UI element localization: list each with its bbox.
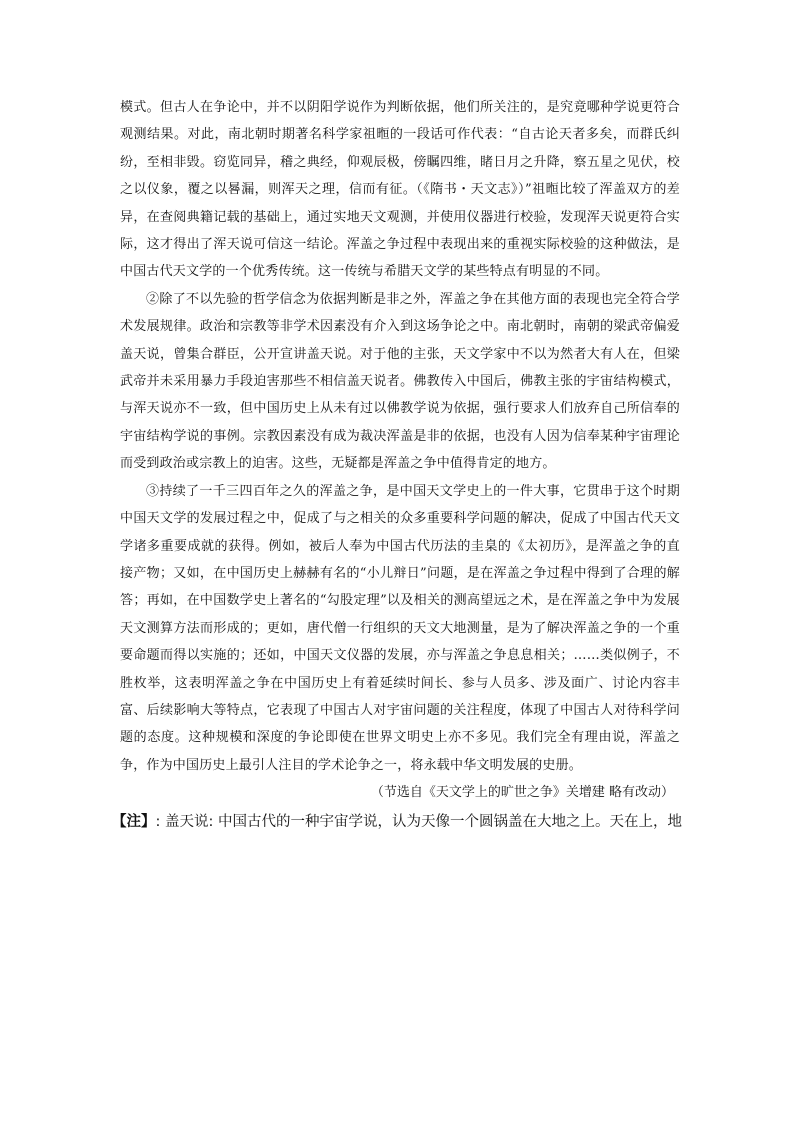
article-body [112, 94, 682, 837]
footnote [112, 807, 686, 837]
footnote-text: : 盖天说: 中国古代的一种宇宙学说，认为天像一个圆锅盖在大地之上。天在上，地 [155, 813, 682, 830]
paragraph-2: ②除了不以先验的哲学信念为依据判断是非之外，浑盖之争在其他方面的表现也完全符合学术发展规律。政治和宗教等非学术因素没有介入到这场争论之中。南北朝时，南朝的梁武帝偏爱盖天说，曾集合群臣，公开宣讲盖天说。对于他的主张，天文学家中不以为然者大有人在，但梁武帝并未采用暴力手段迫害那些不相信盖天说者。佛教传入中国后，佛教主张的宇宙结构模式，与浑天说亦不一致，但中国历史上从未有过以佛教学说为依据，强行要求人们放弃自己所信奉的宇宙结构学说的事例。宗教因素没有成为裁决浑盖是非的依据，也没有人因为信奉某种宇宙理论而受到政治或宗教上的迫害。这些，无疑都是浑盖之争中值得肯定的地方。 [120, 291, 680, 472]
paragraph-1: 模式。但古人在争论中，并不以阴阳学说作为判断依据，他们所关注的，是究竟哪种学说更符合观测结果。对此，南北朝时期著名科学家祖暅的一段话可作代表：“自古论天者多矣，而群氏纠纷，至相非毁。窃览同异，稽之典经，仰观辰极，傍瞩四维，睹日月之升降，察五星之见伏，校之以仪象，覆之以晷漏，则浑天之理，信而有征。（《隋书・天文志》）”祖暅比较了浑盖双方的差异，在查阅典籍记载的基础上，通过实地天文观测，并使用仪器进行校验，发现浑天说更符合实际，这才得出了浑天说可信这一结论。浑盖之争过程中表现出来的重视实际校验的这种做法，是中国古代天文学的一个优秀传统。这一传统与希腊天文学的某些特点有明显的不同。 [120, 100, 680, 280]
paragraph-3: ③持续了一千三四百年之久的浑盖之争，是中国天文学史上的一件大事，它贯串于这个时期中国天文学的发展过程之中，促成了与之相关的众多重要科学问题的解决，促成了中国古代天文学诸多重要成就的获得。例如，被后人奉为中国古代历法的圭臬的《太初历》，是浑盖之争的直接产物；又如，在中国历史上赫赫有名的“小儿辩日”问题，是在浑盖之争过程中得到了合理的解答；再如，在中国数学史上著名的“勾股定理”以及相关的测高望远之术，是在浑盖之争中为发展天文测算方法而形成的；更如，唐代僧一行组织的天文大地测量，是为了解决浑盖之争的一个重要命题而得以实施的；还如，中国天文仪器的发展，亦与浑盖之争息息相关；……类似例子，不胜枚举，这表明浑盖之争在中国历史上有着延续时间长、参与人员多、涉及面广、讨论内容丰富、后续影响大等特点，它表现了中国古人对宇宙问题的关注程度，体现了中国古人对待科学问题的态度。这种规模和深度的争论即使在世界文明史上亦不多见。我们完全有理由说，浑盖之争，作为中国历史上最引人注目的学术论争之一，将永载中华文明发展的史册。 [120, 483, 680, 773]
source-citation: （节选自《天文学上的旷世之争》关增建 略有改动） [370, 785, 674, 801]
footnote-label: 【注】 [112, 813, 156, 830]
